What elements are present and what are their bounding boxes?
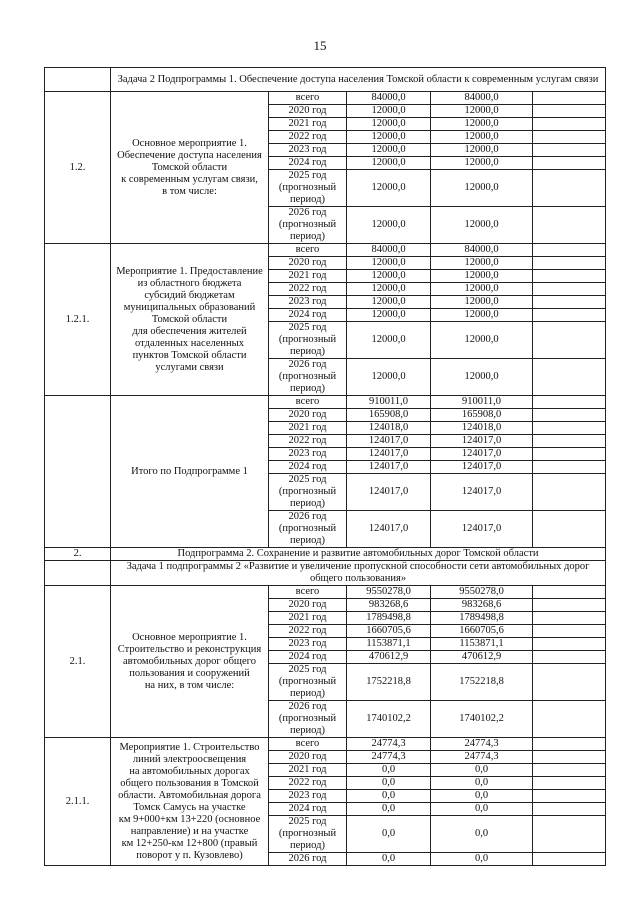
empty-cell	[533, 764, 606, 777]
amount-budget-cell: 84000,0	[431, 92, 533, 105]
amount-total-cell: 12000,0	[347, 322, 431, 359]
amount-budget-cell: 12000,0	[431, 296, 533, 309]
amount-total-cell: 1660705,6	[347, 625, 431, 638]
period-cell: 2023 год	[269, 448, 347, 461]
period-cell: 2022 год	[269, 131, 347, 144]
amount-total-cell: 124017,0	[347, 474, 431, 511]
period-cell: 2026 год (прогнозный период)	[269, 511, 347, 548]
period-cell: 2026 год	[269, 853, 347, 866]
period-cell: 2022 год	[269, 625, 347, 638]
period-cell: 2025 год (прогнозный период)	[269, 322, 347, 359]
empty-cell	[533, 803, 606, 816]
table-row	[45, 586, 606, 599]
empty-cell	[533, 283, 606, 296]
measure-description: Мероприятие 1. Предоставление из областного бюджета субсидий бюджетам муниципальных образований Томской области для обеспечения жителей отдаленных населенных пунктов Томской области услугами связи	[111, 244, 269, 396]
amount-total-cell: 24774,3	[347, 738, 431, 751]
amount-budget-cell: 12000,0	[431, 257, 533, 270]
measure-description: Итого по Подпрограмме 1	[111, 396, 269, 548]
measure-description: Мероприятие 1. Строительство линий электроосвещения на автомобильных дорогах общего пользования в Томской области. Автомобильная дорога Томск Самусь на участке км 9+000+км 13+220 (основное направление) и на участке км 12+250-км 12+800 (правый поворот у п. Кузовлево)	[111, 738, 269, 866]
amount-budget-cell: 12000,0	[431, 170, 533, 207]
period-cell: 2026 год (прогнозный период)	[269, 359, 347, 396]
amount-total-cell: 12000,0	[347, 257, 431, 270]
amount-total-cell: 1153871,1	[347, 638, 431, 651]
empty-cell	[533, 701, 606, 738]
amount-total-cell: 12000,0	[347, 170, 431, 207]
period-cell: 2021 год	[269, 118, 347, 131]
row-number	[45, 68, 111, 92]
amount-budget-cell: 1789498,8	[431, 612, 533, 625]
amount-budget-cell: 12000,0	[431, 105, 533, 118]
amount-budget-cell: 983268,6	[431, 599, 533, 612]
period-cell: 2022 год	[269, 777, 347, 790]
amount-budget-cell: 12000,0	[431, 131, 533, 144]
empty-cell	[533, 751, 606, 764]
section-row	[45, 548, 606, 561]
empty-cell	[533, 664, 606, 701]
period-cell: всего	[269, 244, 347, 257]
period-cell: 2025 год (прогнозный период)	[269, 816, 347, 853]
table-row	[45, 92, 606, 105]
amount-budget-cell: 0,0	[431, 790, 533, 803]
period-cell: 2026 год (прогнозный период)	[269, 701, 347, 738]
section-title: Подпрограмма 2. Сохранение и развитие автомобильных дорог Томской области	[111, 548, 606, 561]
empty-cell	[533, 118, 606, 131]
empty-cell	[533, 296, 606, 309]
empty-cell	[533, 612, 606, 625]
period-cell: 2024 год	[269, 309, 347, 322]
amount-total-cell: 9550278,0	[347, 586, 431, 599]
period-cell: 2021 год	[269, 612, 347, 625]
empty-cell	[533, 816, 606, 853]
empty-cell	[533, 309, 606, 322]
period-cell: 2021 год	[269, 422, 347, 435]
empty-cell	[533, 625, 606, 638]
section-row	[45, 561, 606, 586]
empty-cell	[533, 359, 606, 396]
amount-total-cell: 470612,9	[347, 651, 431, 664]
amount-budget-cell: 910011,0	[431, 396, 533, 409]
amount-budget-cell: 165908,0	[431, 409, 533, 422]
empty-cell	[533, 92, 606, 105]
amount-total-cell: 12000,0	[347, 309, 431, 322]
period-cell: всего	[269, 92, 347, 105]
amount-budget-cell: 12000,0	[431, 309, 533, 322]
period-cell: 2026 год (прогнозный период)	[269, 207, 347, 244]
amount-budget-cell: 12000,0	[431, 144, 533, 157]
row-number: 2.1.1.	[45, 738, 111, 866]
period-cell: 2023 год	[269, 638, 347, 651]
period-cell: 2023 год	[269, 790, 347, 803]
amount-total-cell: 124017,0	[347, 448, 431, 461]
amount-budget-cell: 12000,0	[431, 207, 533, 244]
empty-cell	[533, 244, 606, 257]
section-row	[45, 68, 606, 92]
amount-budget-cell: 124018,0	[431, 422, 533, 435]
amount-total-cell: 12000,0	[347, 359, 431, 396]
amount-total-cell: 12000,0	[347, 144, 431, 157]
page-number: 15	[313, 38, 327, 53]
amount-budget-cell: 12000,0	[431, 283, 533, 296]
amount-budget-cell: 12000,0	[431, 359, 533, 396]
table-row	[45, 244, 606, 257]
period-cell: 2024 год	[269, 461, 347, 474]
amount-total-cell: 0,0	[347, 853, 431, 866]
period-cell: 2020 год	[269, 599, 347, 612]
empty-cell	[533, 270, 606, 283]
amount-budget-cell: 0,0	[431, 777, 533, 790]
period-cell: 2021 год	[269, 270, 347, 283]
amount-budget-cell: 12000,0	[431, 157, 533, 170]
empty-cell	[533, 157, 606, 170]
amount-total-cell: 12000,0	[347, 270, 431, 283]
amount-budget-cell: 124017,0	[431, 435, 533, 448]
amount-budget-cell: 1740102,2	[431, 701, 533, 738]
empty-cell	[533, 511, 606, 548]
period-cell: всего	[269, 738, 347, 751]
period-cell: 2023 год	[269, 296, 347, 309]
empty-cell	[533, 461, 606, 474]
empty-cell	[533, 322, 606, 359]
empty-cell	[533, 777, 606, 790]
empty-cell	[533, 474, 606, 511]
period-cell: 2020 год	[269, 105, 347, 118]
period-cell: 2022 год	[269, 435, 347, 448]
amount-total-cell: 165908,0	[347, 409, 431, 422]
amount-budget-cell: 1752218,8	[431, 664, 533, 701]
amount-total-cell: 910011,0	[347, 396, 431, 409]
amount-total-cell: 12000,0	[347, 131, 431, 144]
amount-total-cell: 124017,0	[347, 435, 431, 448]
row-number: 2.	[45, 548, 111, 561]
period-cell: всего	[269, 586, 347, 599]
amount-total-cell: 0,0	[347, 790, 431, 803]
amount-total-cell: 12000,0	[347, 207, 431, 244]
period-cell: 2022 год	[269, 283, 347, 296]
amount-budget-cell: 0,0	[431, 764, 533, 777]
period-cell: 2024 год	[269, 803, 347, 816]
amount-total-cell: 0,0	[347, 803, 431, 816]
empty-cell	[533, 448, 606, 461]
amount-budget-cell: 24774,3	[431, 738, 533, 751]
amount-budget-cell: 24774,3	[431, 751, 533, 764]
amount-total-cell: 0,0	[347, 764, 431, 777]
period-cell: 2024 год	[269, 157, 347, 170]
amount-total-cell: 0,0	[347, 816, 431, 853]
amount-total-cell: 983268,6	[347, 599, 431, 612]
amount-total-cell: 12000,0	[347, 118, 431, 131]
amount-total-cell: 84000,0	[347, 244, 431, 257]
amount-total-cell: 12000,0	[347, 157, 431, 170]
period-cell: 2025 год (прогнозный период)	[269, 664, 347, 701]
table-row	[45, 738, 606, 751]
section-title: Задача 1 подпрограммы 2 «Развитие и увеличение пропускной способности сети автомобильных дорог общего пользования»	[111, 561, 606, 586]
budget-table	[44, 67, 606, 866]
period-cell: 2021 год	[269, 764, 347, 777]
amount-budget-cell: 124017,0	[431, 448, 533, 461]
amount-total-cell: 1740102,2	[347, 701, 431, 738]
amount-budget-cell: 84000,0	[431, 244, 533, 257]
empty-cell	[533, 144, 606, 157]
amount-budget-cell: 12000,0	[431, 322, 533, 359]
empty-cell	[533, 853, 606, 866]
amount-total-cell: 84000,0	[347, 92, 431, 105]
empty-cell	[533, 651, 606, 664]
amount-total-cell: 124017,0	[347, 511, 431, 548]
amount-total-cell: 1752218,8	[347, 664, 431, 701]
amount-budget-cell: 1660705,6	[431, 625, 533, 638]
amount-budget-cell: 1153871,1	[431, 638, 533, 651]
empty-cell	[533, 422, 606, 435]
empty-cell	[533, 599, 606, 612]
empty-cell	[533, 738, 606, 751]
empty-cell	[533, 586, 606, 599]
amount-total-cell: 124018,0	[347, 422, 431, 435]
amount-budget-cell: 0,0	[431, 853, 533, 866]
amount-total-cell: 1789498,8	[347, 612, 431, 625]
period-cell: 2023 год	[269, 144, 347, 157]
empty-cell	[533, 207, 606, 244]
amount-budget-cell: 124017,0	[431, 461, 533, 474]
empty-cell	[533, 105, 606, 118]
empty-cell	[533, 409, 606, 422]
amount-total-cell: 124017,0	[347, 461, 431, 474]
empty-cell	[533, 170, 606, 207]
section-title: Задача 2 Подпрограммы 1. Обеспечение доступа населения Томской области к современным услугам связи	[111, 68, 606, 92]
amount-total-cell: 12000,0	[347, 105, 431, 118]
amount-budget-cell: 12000,0	[431, 118, 533, 131]
amount-budget-cell: 470612,9	[431, 651, 533, 664]
amount-total-cell: 12000,0	[347, 283, 431, 296]
period-cell: 2025 год (прогнозный период)	[269, 474, 347, 511]
row-number: 2.1.	[45, 586, 111, 738]
table-row	[45, 396, 606, 409]
empty-cell	[533, 435, 606, 448]
measure-description: Основное мероприятие 1. Обеспечение доступа населения Томской области к современным услугам связи, в том числе:	[111, 92, 269, 244]
period-cell: 2020 год	[269, 409, 347, 422]
measure-description: Основное мероприятие 1. Строительство и реконструкция автомобильных дорог общего пользования и сооружений на них, в том числе:	[111, 586, 269, 738]
amount-budget-cell: 124017,0	[431, 474, 533, 511]
row-number: 1.2.1.	[45, 244, 111, 396]
amount-total-cell: 0,0	[347, 777, 431, 790]
row-number	[45, 396, 111, 548]
row-number: 1.2.	[45, 92, 111, 244]
amount-budget-cell: 12000,0	[431, 270, 533, 283]
empty-cell	[533, 257, 606, 270]
period-cell: всего	[269, 396, 347, 409]
empty-cell	[533, 790, 606, 803]
period-cell: 2025 год (прогнозный период)	[269, 170, 347, 207]
empty-cell	[533, 396, 606, 409]
amount-budget-cell: 0,0	[431, 816, 533, 853]
amount-budget-cell: 9550278,0	[431, 586, 533, 599]
amount-total-cell: 24774,3	[347, 751, 431, 764]
amount-total-cell: 12000,0	[347, 296, 431, 309]
period-cell: 2020 год	[269, 257, 347, 270]
amount-budget-cell: 124017,0	[431, 511, 533, 548]
amount-budget-cell: 0,0	[431, 803, 533, 816]
empty-cell	[533, 638, 606, 651]
period-cell: 2020 год	[269, 751, 347, 764]
empty-cell	[533, 131, 606, 144]
row-number	[45, 561, 111, 586]
period-cell: 2024 год	[269, 651, 347, 664]
budget-table-body	[45, 68, 606, 866]
